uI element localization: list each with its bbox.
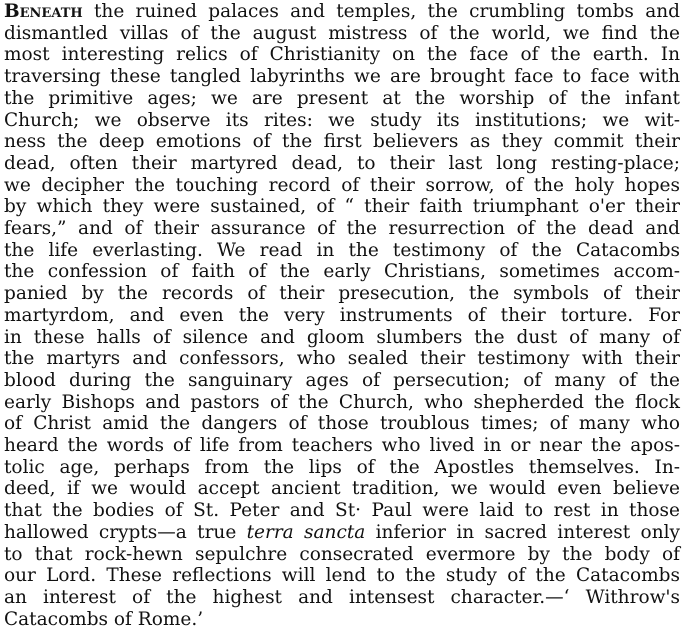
document-paragraph <box>4 1 680 630</box>
text-line-22: tolic age, perhaps from the lips of the Apostles themselves. In- <box>4 456 680 478</box>
text-line-8: dead, often their martyred dead, to their last long resting-place; <box>4 152 680 174</box>
text-line-9: we decipher the touching record of their sorrow, of the holy hopes <box>4 174 680 196</box>
italic-phrase: terra sancta <box>246 521 366 543</box>
text-line-29: Catacombs of Rome.’ <box>4 608 204 630</box>
text-line-14: panied by the records of their presecution, the symbols of their <box>4 283 680 305</box>
text-line-6: Church; we observe its rites: we study its institutions; we wit- <box>4 109 680 131</box>
line-25-after: inferior in sacred interest only <box>375 521 680 543</box>
text-line-12: the life everlasting. We read in the testimony of the Catacombs <box>4 239 680 261</box>
text-line-24: that the bodies of St. Peter and St· Paul were laid to rest in those <box>4 500 680 522</box>
text-line-3: most interesting relics of Christianity on the face of the earth. In <box>4 44 680 66</box>
text-line-19: early Bishops and pastors of the Church, who shepherded the flock <box>4 391 680 413</box>
text-line-11: fears,” and of their assurance of the resurrection of the dead and <box>4 218 680 240</box>
line-1-text: the ruined palaces and temples, the crumbling tombs and <box>93 1 680 22</box>
text-line-15: martyrdom, and even the very instruments of their torture. For <box>4 304 680 326</box>
line-25-before: hallowed crypts—a true <box>4 521 237 543</box>
text-line-27: our Lord. These reflections will lend to the study of the Catacombs <box>4 565 680 587</box>
text-line-10: by which they were sustained, of “ their faith triumphant o'er their <box>4 196 680 218</box>
text-line-4: traversing these tangled labyrinths we are brought face to face with <box>4 66 680 88</box>
text-line-18: blood during the sanguinary ages of persecution; of many of the <box>4 369 680 391</box>
text-line-28: an interest of the highest and intensest character.—‘ Withrow's <box>4 586 680 608</box>
drop-word: Beneath <box>4 1 83 22</box>
text-line-25 <box>4 522 680 544</box>
text-line-16: in these halls of silence and gloom slumbers the dust of many of <box>4 326 680 348</box>
text-line-17: the martyrs and confessors, who sealed their testimony with their <box>4 348 680 370</box>
text-line-21: heard the words of life from teachers who lived in or near the apos- <box>4 435 680 457</box>
text-line-5: the primitive ages; we are present at the worship of the infant <box>4 87 680 109</box>
text-line-2: dismantled villas of the august mistress of the world, we find the <box>4 22 680 44</box>
text-line-23: deed, if we would accept ancient tradition, we would even believe <box>4 478 680 500</box>
text-line-7: ness the deep emotions of the first believers as they commit their <box>4 131 680 153</box>
text-line-20: of Christ amid the dangers of those troublous times; of many who <box>4 413 680 435</box>
text-line-26: to that rock-hewn sepulchre consecrated evermore by the body of <box>4 543 680 565</box>
text-line-1 <box>4 1 680 23</box>
text-line-13: the confession of faith of the early Christians, sometimes accom- <box>4 261 680 283</box>
